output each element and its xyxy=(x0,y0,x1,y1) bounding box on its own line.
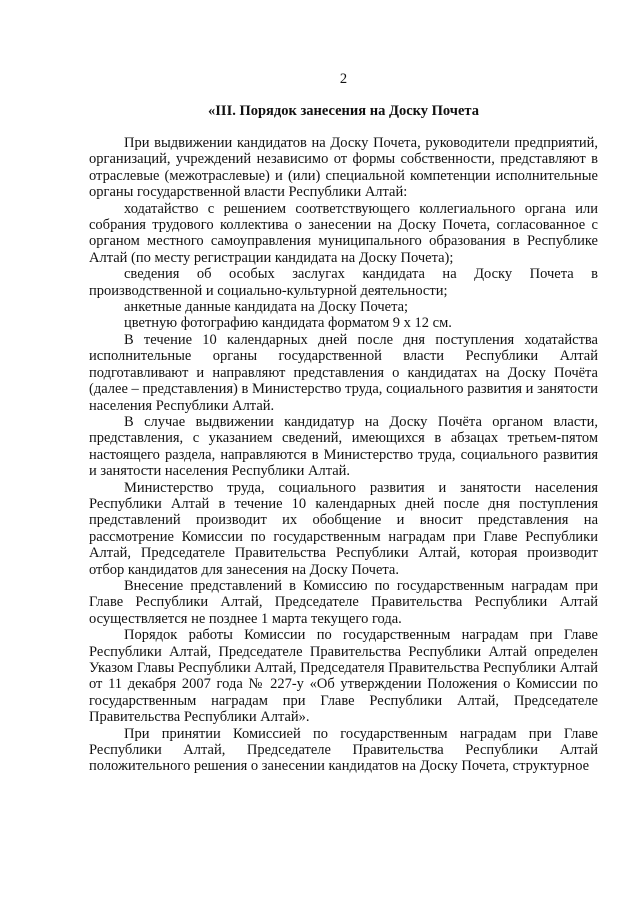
paragraph-ministry-review: Министерство труда, социального развития и занятости населения Республики Алтай в течение 10 календарных дней после дня поступления представлений производит их обобщение и вносит представления на рассмотрение Комиссии по государственным наградам при Главе Республики Алтай, Председателе Правительства Республики Алтай, которая производит отбор кандидатов для занесения на Доску Почета. xyxy=(89,479,598,578)
paragraph-personal-data: анкетные данные кандидата на Доску Почета; xyxy=(124,299,409,316)
paragraph-authority-nomination: В случае выдвижении кандидатур на Доску Почёта органом власти, представления, с указанием сведений, имеющихся в абзацах третьем-пятом настоящего раздела, направляются в Министерство труда, социального развития и занятости населения Республики Алтай. xyxy=(89,413,598,480)
paragraph-ten-days: В течение 10 календарных дней после дня поступления ходатайства исполнительные органы государственной власти Республики Алтай подготавливают и направляют представления о кандидатах на Доску Почёта (далее – представления) в Министерство труда, социального развития и занятости населения Республики Алтай. xyxy=(89,331,598,414)
page-number: 2 xyxy=(339,71,348,87)
document-page xyxy=(89,70,598,775)
paragraph-submission-deadline: Внесение представлений в Комиссию по государственным наградам при Главе Республики Алтай, Председателе Правительства Республики Алтай осуществляется не позднее 1 марта текущего года. xyxy=(89,577,598,627)
paragraph-commission-decision: При принятии Комиссией по государственным наградам при Главе Республики Алтай, Председателе Правительства Республики Алтай положительного решения о занесении кандидатов на Доску Почета, структурное xyxy=(89,725,598,775)
paragraph-nominating-procedure: При выдвижении кандидатов на Доску Почета, руководители предприятий, организаций, учреждений независимо от формы собственности, представляют в отраслевые (межотраслевые) и (или) специальной компетенции исполнительные органы государственной власти Республики Алтай: xyxy=(89,135,598,201)
section-title: «III. Порядок занесения на Доску Почета xyxy=(208,103,479,119)
paragraph-merits: сведения об особых заслугах кандидата на Доску Почета в производственной и социально-культурной деятельности; xyxy=(89,266,598,299)
paragraph-petition: ходатайство с решением соответствующего коллегиального органа или собрания трудового коллектива о занесении на Доску Почета, согласованное с органом местного самоуправления муниципального образования в Республике Алтай (по месту регистрации кандидата на Доску Почета); xyxy=(89,200,598,266)
paragraph-photo: цветную фотографию кандидата форматом 9 х 12 см. xyxy=(124,315,452,332)
paragraph-commission-procedure: Порядок работы Комиссии по государственным наградам при Главе Республики Алтай, Председателе Правительства Республики Алтай определен Указом Главы Республики Алтай, Председателя Правительства Республики Алтай от 11 декабря 2007 года № 227-у «Об утверждении Положения о Комиссии по государственным наградам при Главе Республики Алтай, Председателе Правительства Республики Алтай». xyxy=(89,627,598,726)
